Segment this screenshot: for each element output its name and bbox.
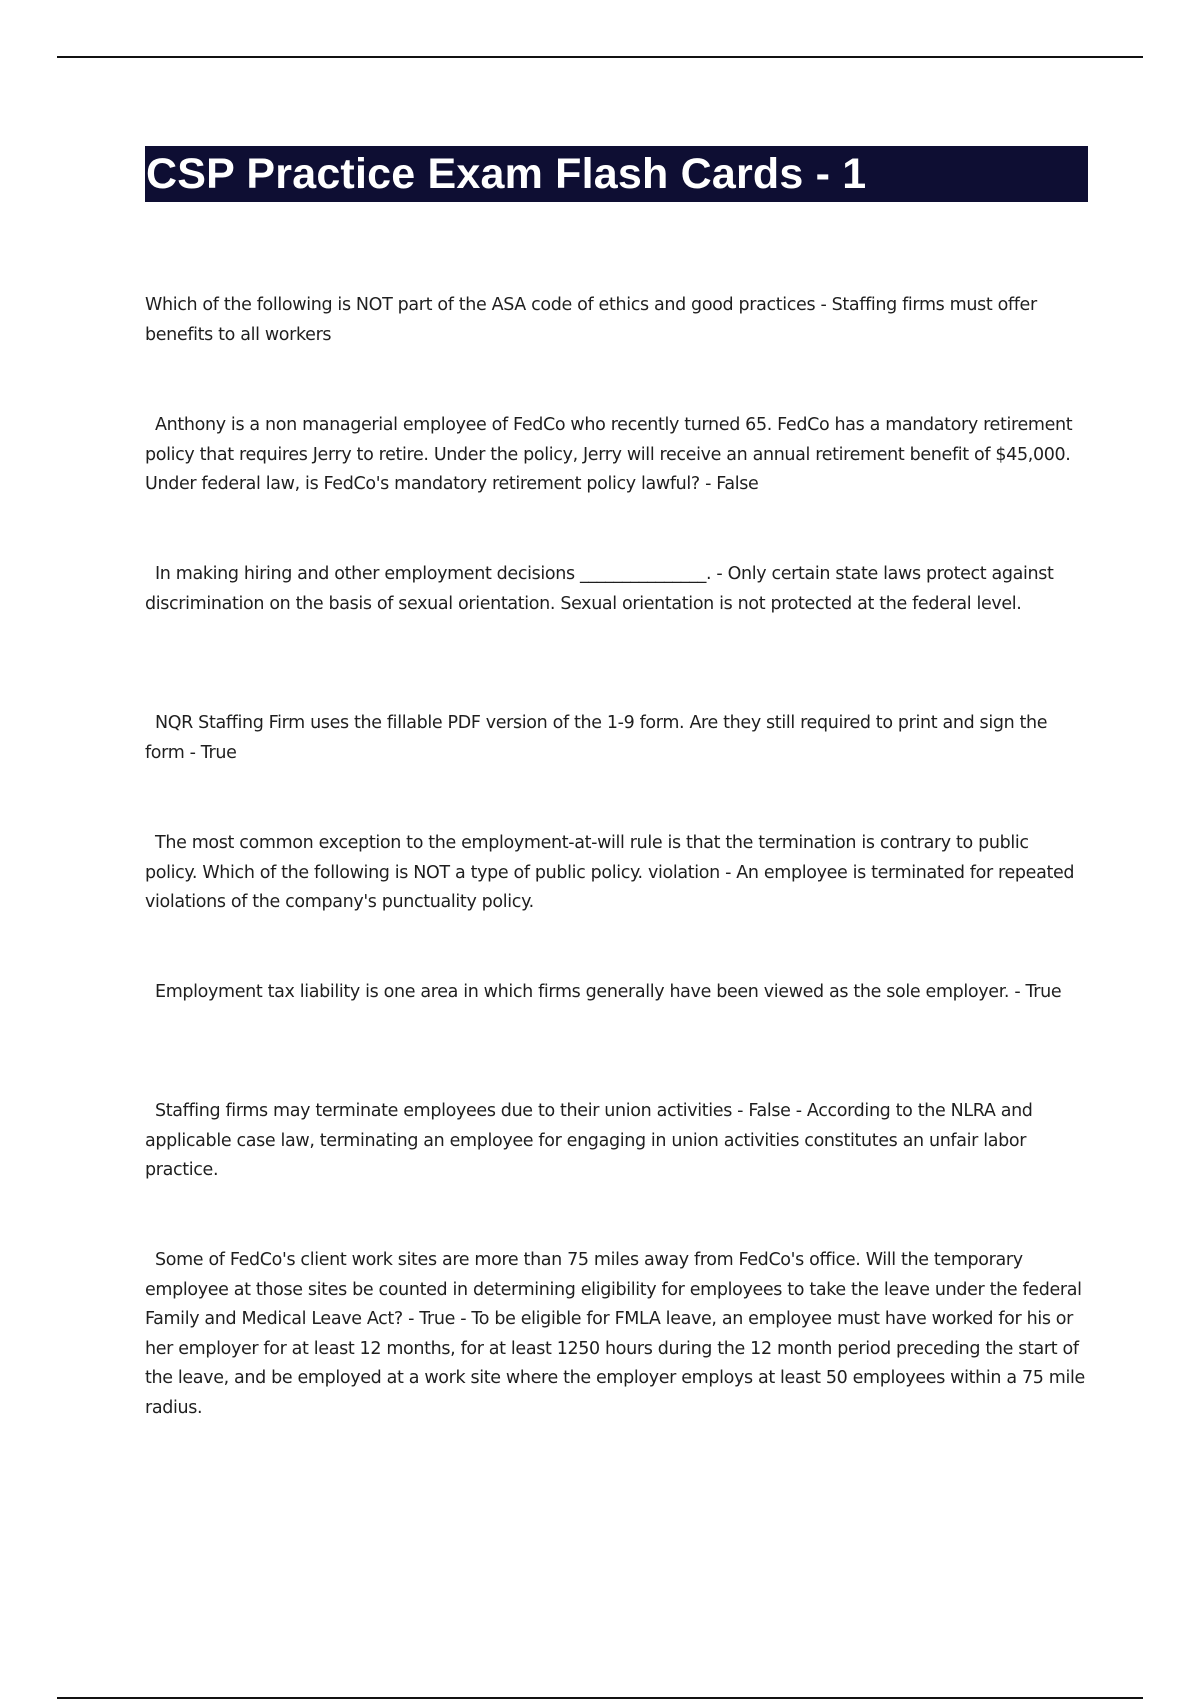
flash-card-text: Which of the following is NOT part of the ASA code of ethics and good practices - Staffing firms must offer benefits to all workers <box>145 295 1037 345</box>
flash-card-3 <box>145 560 1085 619</box>
flash-card-text: In making hiring and other employment decisions _______________. - Only certain state laws protect against discrimination on the basis of sexual orientation. Sexual orientation is not protected at the federal level. <box>145 564 1054 614</box>
flash-card-1 <box>145 291 1085 350</box>
flash-card-text: Employment tax liability is one area in which firms generally have been viewed as the sole employer. - True <box>155 982 1062 1002</box>
flash-card-text: Anthony is a non managerial employee of FedCo who recently turned 65. FedCo has a mandatory retirement policy that requires Jerry to retire. Under the policy, Jerry will receive an annual retirement benefit of $45,000. Under federal law, is FedCo's mandatory retirement policy lawful? - False <box>145 415 1073 494</box>
flash-card-text: Staffing firms may terminate employees due to their union activities - False - According to the NLRA and applicable case law, terminating an employee for engaging in union activities constitutes an unfair labor practice. <box>145 1101 1033 1180</box>
flash-card-text: Some of FedCo's client work sites are more than 75 miles away from FedCo's office. Will the temporary employee at those sites be counted in determining eligibility for employees to take the leave under the federal Family and Medical Leave Act? - True - To be eligible for FMLA leave, an employee must have worked for his or her employer for at least 12 months, for at least 1250 hours during the 12 month period preceding the start of the leave, and be employed at a work site where the employer employs at least 50 employees within a 75 mile radius. <box>145 1250 1085 1418</box>
flash-card-6 <box>145 978 1085 1008</box>
flash-card-8 <box>145 1246 1085 1423</box>
flash-card-text: NQR Staffing Firm uses the fillable PDF version of the 1-9 form. Are they still required to print and sign the form - True <box>145 713 1048 763</box>
top-rule <box>57 56 1143 58</box>
bottom-rule <box>57 1697 1143 1699</box>
title-banner <box>145 146 1088 202</box>
flash-card-5 <box>145 829 1085 918</box>
flash-card-text: The most common exception to the employment-at-will rule is that the termination is contrary to public policy. Which of the following is NOT a type of public policy. violation - An employee is terminated for repeated violations of the company's punctuality policy. <box>145 833 1075 912</box>
page-title: CSP Practice Exam Flash Cards - 1 <box>146 150 867 198</box>
flash-card-4 <box>145 709 1085 768</box>
flash-card-2 <box>145 411 1085 500</box>
flash-card-7 <box>145 1097 1085 1186</box>
